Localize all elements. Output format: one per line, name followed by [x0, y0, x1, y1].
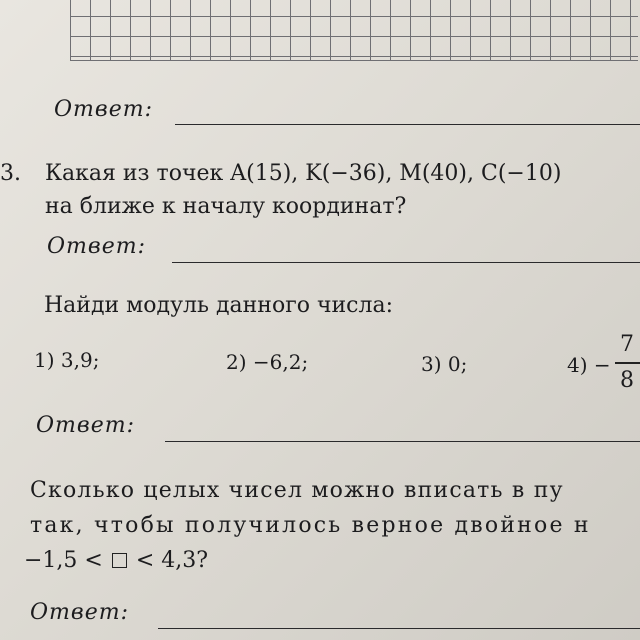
question-3-line-1: Какая из точек A(15), K(−36), M(40), C(−10)	[45, 161, 562, 186]
fraction-bar	[615, 362, 640, 364]
option-4: 4) −	[567, 353, 611, 377]
answer-label-3: Ответ:	[36, 413, 135, 438]
question-5-line-3	[24, 548, 208, 573]
inequality-left: −1,5 <	[24, 548, 103, 573]
answer-line-1[interactable]	[175, 124, 640, 125]
option-4-numerator: 7	[620, 332, 634, 357]
answer-label-4: Ответ:	[30, 600, 129, 625]
question-5-line-2: так, чтобы получилось верное двойное н	[30, 513, 591, 538]
option-4-denominator: 8	[620, 368, 634, 393]
answer-line-3[interactable]	[165, 441, 640, 442]
answer-grid	[70, 0, 638, 61]
question-3-number: 3.	[0, 161, 21, 186]
answer-label-1: Ответ:	[54, 97, 153, 122]
empty-box	[112, 553, 127, 568]
option-3: 3) 0;	[421, 352, 468, 376]
option-1: 1) 3,9;	[34, 348, 100, 372]
option-2: 2) −6,2;	[226, 350, 309, 374]
answer-line-4[interactable]	[158, 628, 640, 629]
inequality-right: < 4,3?	[135, 548, 209, 573]
question-3-line-2: на ближе к началу координат?	[45, 194, 407, 219]
question-5-line-1: Сколько целых чисел можно вписать в пу	[30, 478, 564, 503]
question-4-intro: Найди модуль данного числа:	[44, 293, 393, 318]
answer-label-2: Ответ:	[47, 234, 146, 259]
answer-line-2[interactable]	[172, 262, 640, 263]
